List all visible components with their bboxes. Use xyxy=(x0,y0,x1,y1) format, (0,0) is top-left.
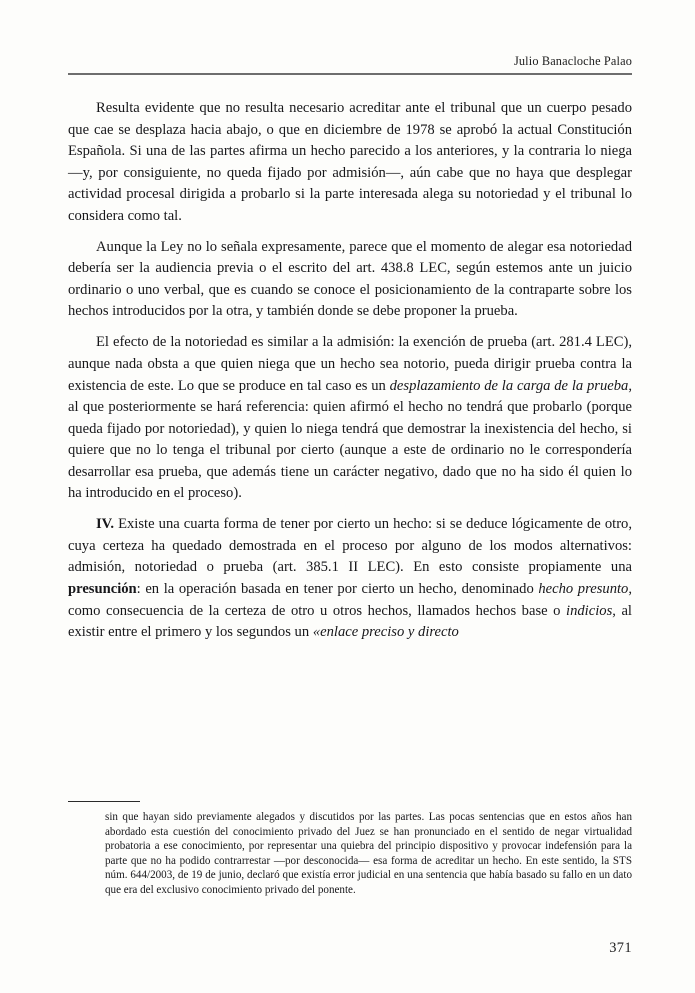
emphasis-bold: IV. xyxy=(96,516,114,533)
para-efecto-notoriedad xyxy=(68,332,632,504)
text-run: : en la operación basada en tener por cierto un hecho, denominado xyxy=(136,580,539,597)
footnote-text: sin que hayan sido previamente alegados y discutidos por las partes. Las pocas sentencias que en estos años han abordado esta cuestión del conocimiento privado del Juez se han pronunciado en el sentido de negar virtualidad probatoria a ese conocimiento, por representar una quiebra del principio dispositivo y provocar indefensión para la parte que no ha podido contrarrestar —por desconocida— esa forma de acreditar un hecho. En este sentido, la STS núm. 644/2003, de 19 de junio, declaró que existía error judicial en una sentencia que había basado su fallo en un dato que era del exclusivo conocimiento privado del ponente. xyxy=(105,811,632,896)
footnote-separator-rule xyxy=(68,801,140,802)
text-run: Existe una cuarta forma de tener por cierto un hecho: si se deduce lógicamente de otro, cuya certeza ha quedado demostrada en el proceso por alguno de los modos alternativos: admisión, notoriedad o prueba (art. 385.1 II LEC). En esto consiste propiamente una xyxy=(68,516,632,576)
emphasis-bold: presunción xyxy=(68,580,137,597)
page-number: 371 xyxy=(609,940,632,956)
emphasis-italic: «enlace preciso y directo xyxy=(312,624,459,641)
page-content-frame xyxy=(68,0,632,993)
text-run: Aunque la Ley no lo señala expresamente, parece que el momento de alegar esa notoriedad debería ser la audiencia previa o el escrito del art. 438.8 LEC, según estemos ante un juicio ordinario o uno verbal, que es cuando se conoce el posicionamiento de la contraparte sobre los hechos introducidos por la otra, y también donde se debe proponer la prueba. xyxy=(68,238,632,320)
running-head-rule xyxy=(68,73,632,75)
emphasis-italic: desplazamiento de la carga de la prueba xyxy=(389,377,629,394)
text-run: , al que posteriormente se hará referencia: quien afirmó el hecho no tendrá que probarlo (porque queda fijado por notoriedad), y quien lo niega tendrá que demostrar la inexistencia del hecho, si quiere que no lo tenga el tribunal por cierto (aunque a este de ordinario no le correspondería desarrollar esa prueba, que además tiene un carácter negativo, dado que no ha sido él quien lo ha introducido en el proceso). xyxy=(68,377,632,502)
para-momento-alegar xyxy=(68,237,632,323)
body-text-column xyxy=(68,98,632,644)
text-run: , al existir entre el primero y los segundos un xyxy=(68,602,632,641)
running-head: Julio Banacloche Palao xyxy=(513,54,632,68)
text-run: El efecto de la notoriedad es similar a la admisión: la exención de prueba (art. 281.4 LEC), aunque nada obsta a que quien niega que un hecho sea notorio, pueda dirigir prueba contra la existencia de este. Lo que se produce en tal caso es un xyxy=(68,334,632,394)
para-notoriedad-evidente xyxy=(68,98,632,227)
footnote-block xyxy=(105,810,632,898)
text-run: Resulta evidente que no resulta necesario acreditar ante el tribunal que un cuerpo pesado que cae se desplaza hacia abajo, o que en diciembre de 1978 se aprobó la actual Constitución Española. Si una de las partes afirma un hecho parecido a los anteriores, y la contraria lo niega —y, por consiguiente, no queda fijado por admisión—, aún cabe que no haya que desplegar actividad procesal dirigida a probarlo si la parte interesada alega su notoriedad y el tribunal lo considera como tal. xyxy=(68,100,632,224)
text-run: , como consecuencia de la certeza de otro u otros hechos, llamados hechos base o xyxy=(68,580,633,619)
emphasis-italic: hecho presunto xyxy=(538,580,629,597)
para-iv-presuncion xyxy=(68,514,632,643)
emphasis-italic: indicios xyxy=(566,602,613,619)
